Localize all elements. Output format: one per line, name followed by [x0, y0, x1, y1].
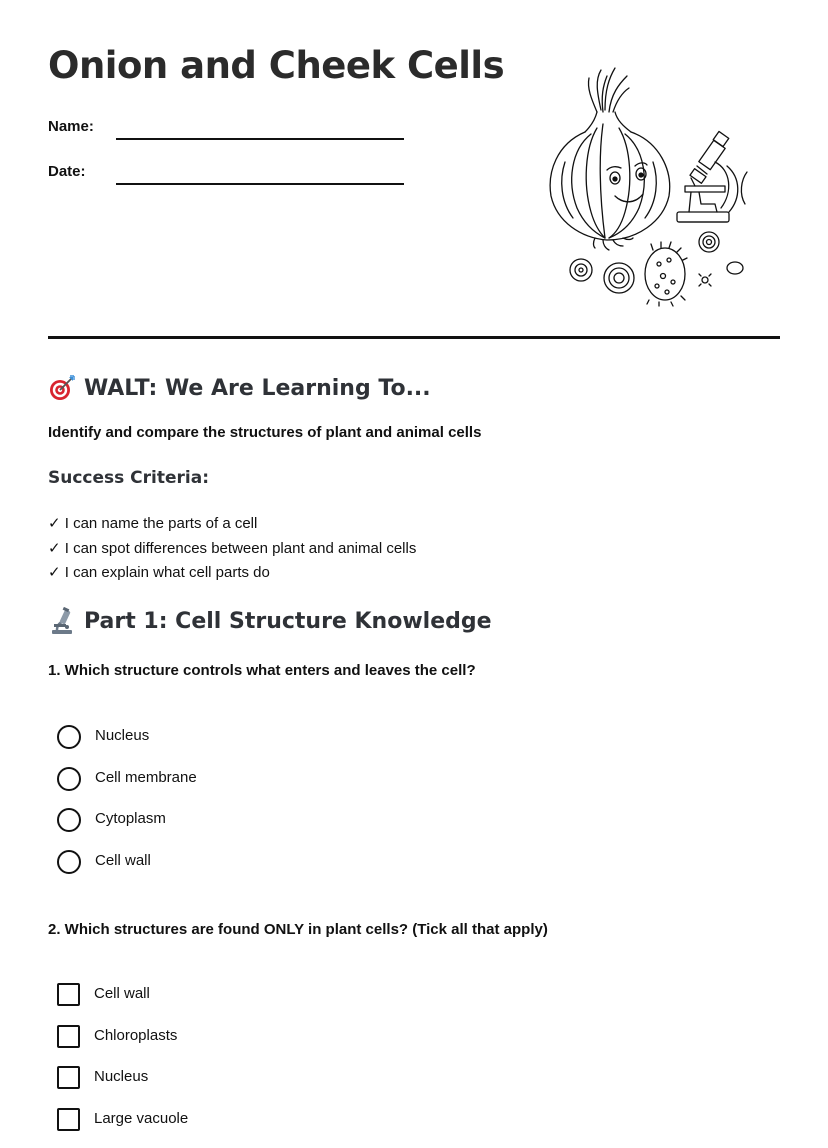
option-label: Cell wall: [95, 849, 151, 873]
question-2-options: [57, 982, 188, 1148]
question-1-options: [57, 724, 197, 890]
part1-heading-text: Part 1: Cell Structure Knowledge: [84, 609, 492, 634]
success-criteria-heading: Success Criteria:: [48, 468, 209, 488]
radio-button[interactable]: [57, 725, 81, 749]
option-label: Nucleus: [95, 724, 149, 748]
walt-heading: [48, 374, 431, 402]
criteria-item: ✓ I can name the parts of a cell: [48, 512, 416, 537]
option-label: Nucleus: [94, 1065, 148, 1089]
option-label: Cytoplasm: [95, 807, 166, 831]
option-label: Cell membrane: [95, 766, 197, 790]
section-divider: [48, 336, 780, 339]
question-1: 1. Which structure controls what enters and leaves the cell?: [48, 662, 476, 679]
answer-option-nucleus[interactable]: [57, 724, 197, 766]
date-input-line[interactable]: [116, 183, 404, 185]
part1-heading: [48, 607, 492, 635]
answer-option-cell-wall[interactable]: [57, 982, 188, 1024]
name-label: Name:: [48, 118, 94, 135]
date-field-row: [48, 157, 408, 187]
worksheet-title: Onion and Cheek Cells: [48, 44, 504, 87]
option-label: Large vacuole: [94, 1107, 188, 1131]
answer-option-cell-membrane[interactable]: [57, 766, 197, 808]
name-field-row: [48, 112, 408, 142]
checkbox[interactable]: [57, 1108, 80, 1131]
radio-button[interactable]: [57, 850, 81, 874]
cells-drawing: [570, 232, 743, 306]
onion-microscope-illustration: [545, 62, 765, 307]
radio-button[interactable]: [57, 767, 81, 791]
answer-option-chloroplasts[interactable]: [57, 1024, 188, 1066]
success-criteria-list: [48, 512, 416, 586]
checkbox[interactable]: [57, 1066, 80, 1089]
criteria-item: ✓ I can spot differences between plant and animal cells: [48, 537, 416, 562]
answer-option-large-vacuole[interactable]: [57, 1107, 188, 1148]
learning-objective: Identify and compare the structures of plant and animal cells: [48, 424, 481, 441]
answer-option-nucleus[interactable]: [57, 1065, 188, 1107]
question-2: 2. Which structures are found ONLY in plant cells? (Tick all that apply): [48, 921, 548, 938]
option-label: Cell wall: [94, 982, 150, 1006]
answer-option-cytoplasm[interactable]: [57, 807, 197, 849]
name-input-line[interactable]: [116, 138, 404, 140]
onion-character-drawing: [550, 68, 670, 250]
microscope-drawing: [677, 131, 747, 222]
radio-button[interactable]: [57, 808, 81, 832]
microscope-icon: [48, 607, 76, 635]
walt-heading-text: WALT: We Are Learning To...: [84, 376, 431, 401]
option-label: Chloroplasts: [94, 1024, 177, 1048]
date-label: Date:: [48, 163, 86, 180]
checkbox[interactable]: [57, 1025, 80, 1048]
checkbox[interactable]: [57, 983, 80, 1006]
answer-option-cell-wall[interactable]: [57, 849, 197, 891]
target-icon: [48, 374, 76, 402]
criteria-item: ✓ I can explain what cell parts do: [48, 561, 416, 586]
